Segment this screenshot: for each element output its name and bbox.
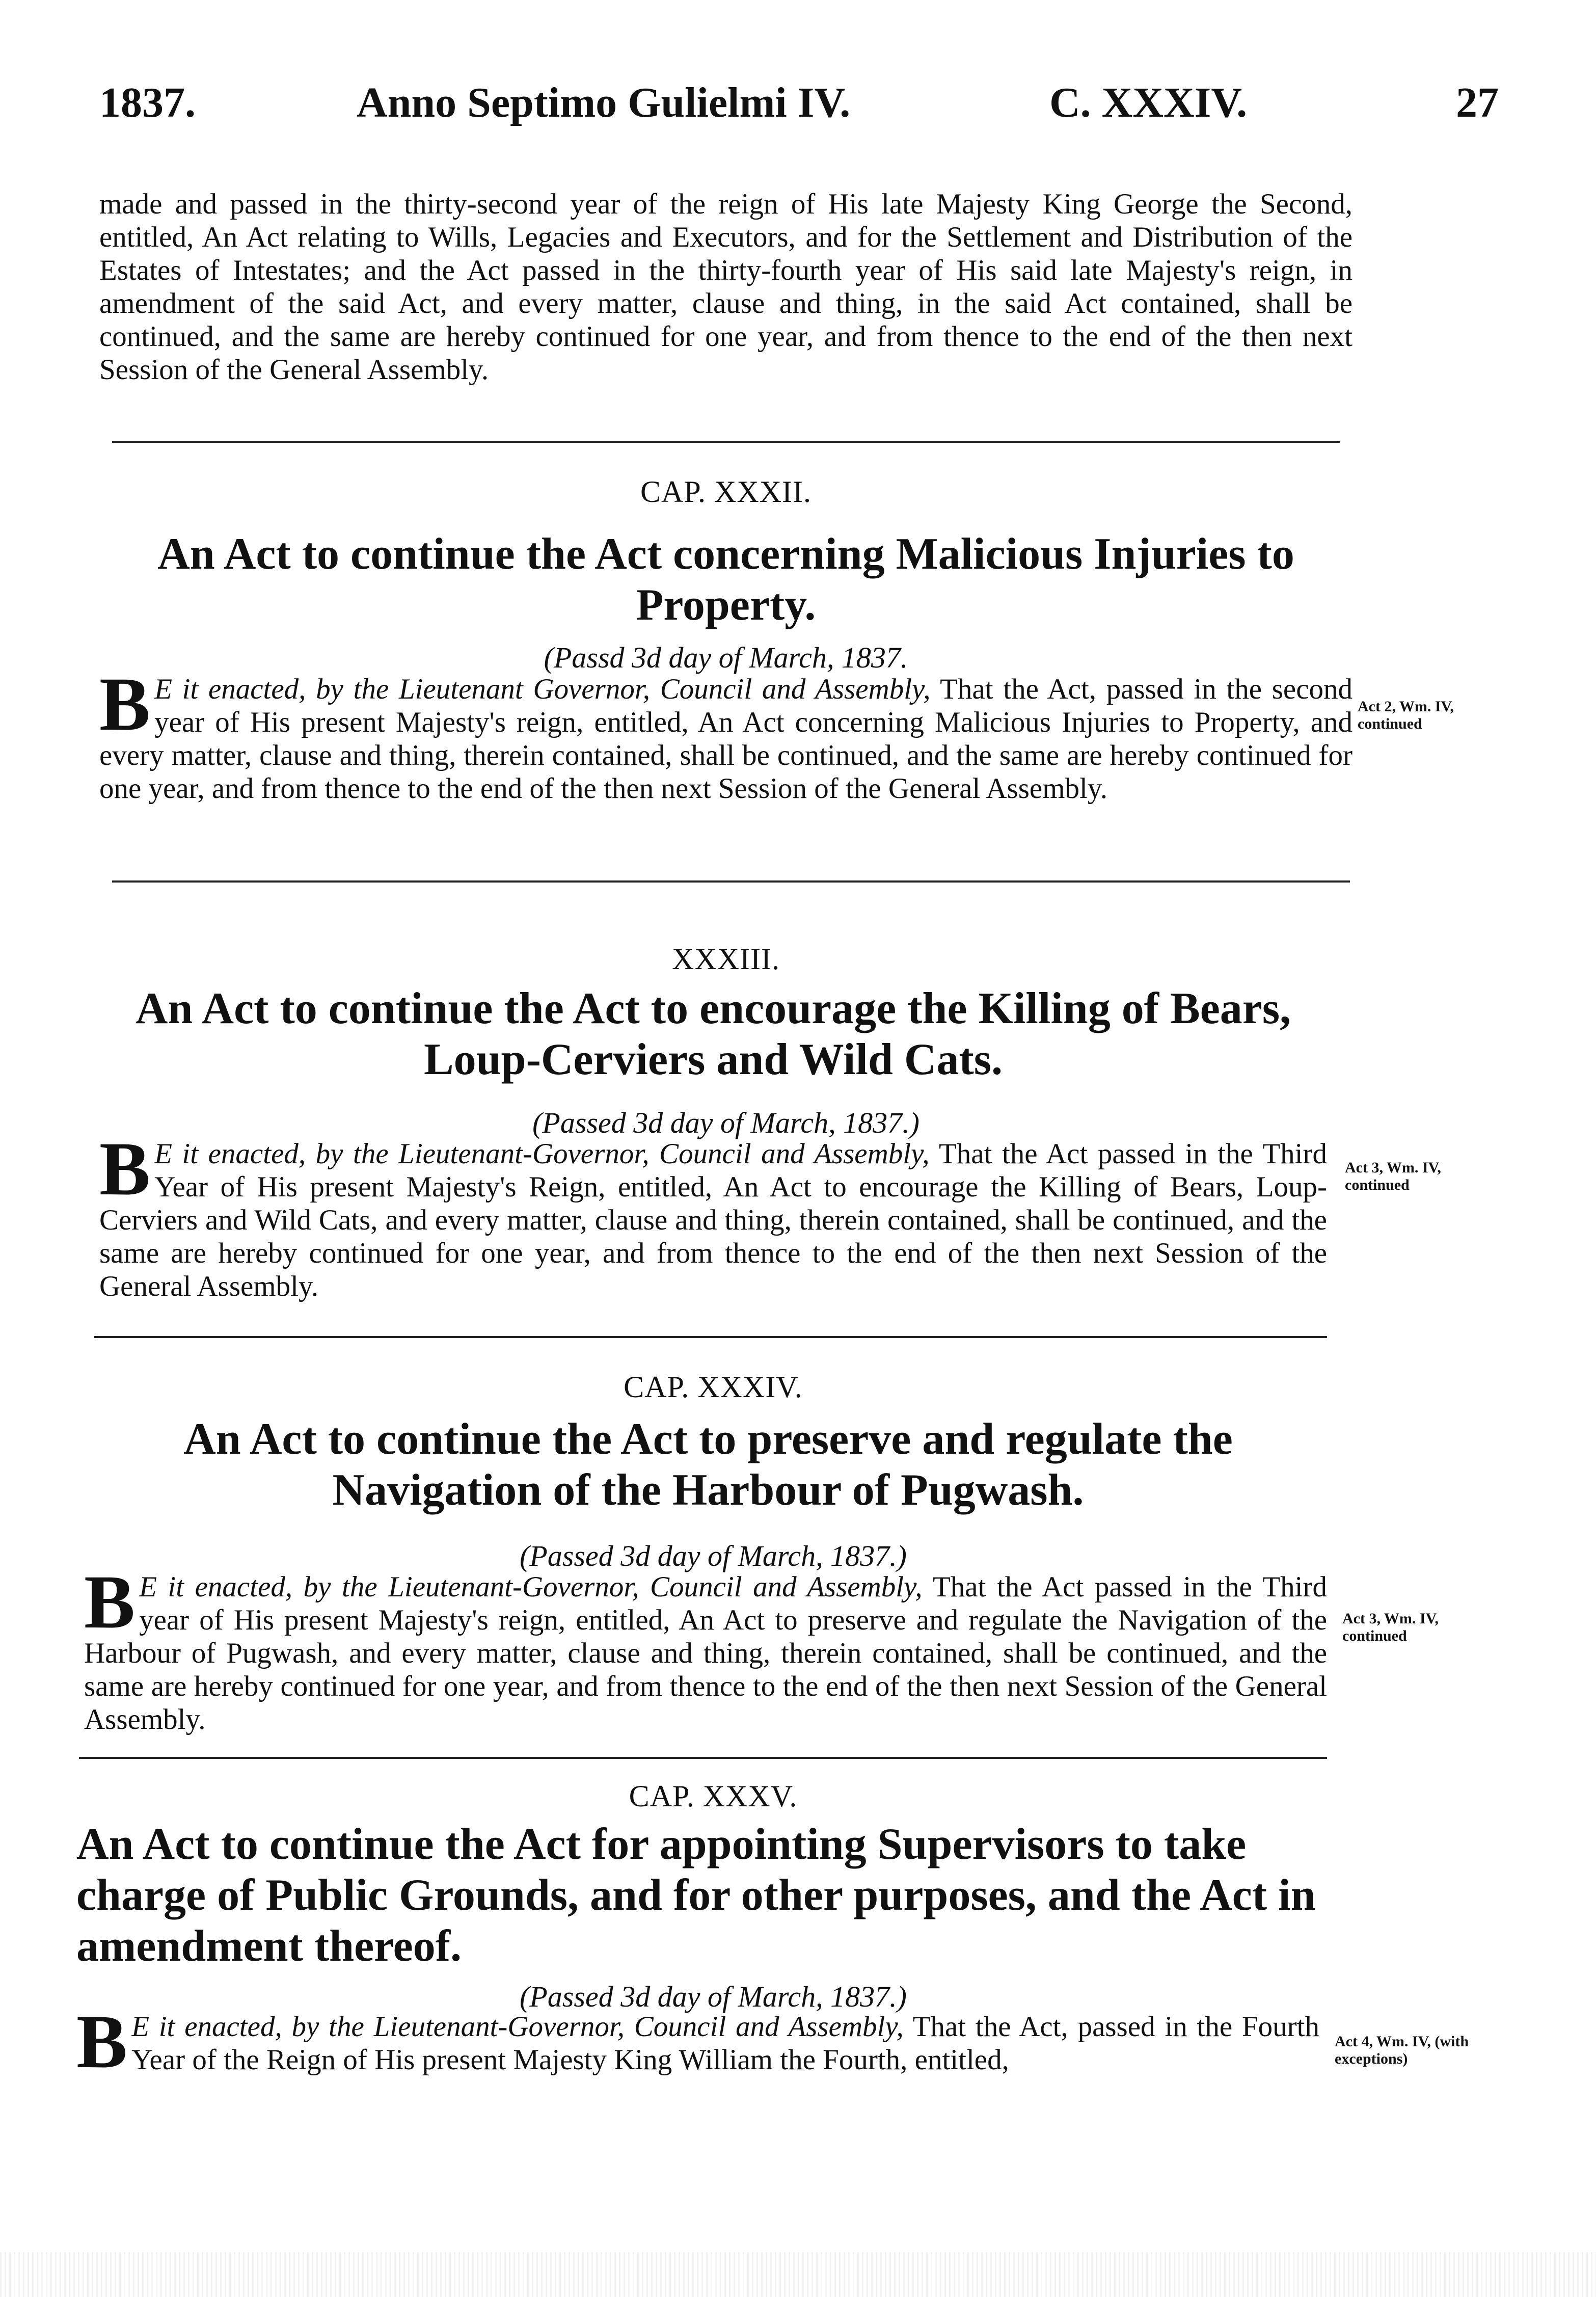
passed-date: (Passd 3d day of March, 1837. xyxy=(544,641,908,674)
act-title: An Act to continue the Act to preserve and regulate the Navigation of the Harbour of Pugwash. xyxy=(183,1414,1233,1515)
page-number: 27 xyxy=(1456,79,1499,126)
passed-date: (Passed 3d day of March, 1837.) xyxy=(520,1980,907,2013)
enactment-paragraph xyxy=(99,662,1352,805)
enactment-paragraph xyxy=(84,1560,1327,1736)
drop-cap: B xyxy=(99,1127,151,1211)
act-title: An Act to continue the Act for appointing Supervisors to take charge of Public Grounds, and for other purposes, and the Act in amendment thereof. xyxy=(76,1820,1316,1971)
header-title: Anno Septimo Gulielmi IV. xyxy=(357,79,851,126)
margin-note: Act 2, Wm. IV, continued xyxy=(1358,698,1454,732)
chapter-number: XXXIII. xyxy=(672,942,780,976)
enacting-clause: E it enacted, by the Lieutenant-Governor, Council and Assembly, xyxy=(131,2011,904,2043)
act-title: An Act to continue the Act to encourage the Killing of Bears, Loup-Cerviers and Wild Cats. xyxy=(135,984,1291,1084)
drop-cap: B xyxy=(84,1560,136,1644)
chapter-number: CAP. XXXV. xyxy=(629,1779,798,1813)
intro-paragraph: made and passed in the thirty-second year of the reign of His late Majesty King George the Second, entitled, An Act relating to Wills, Legacies and Executors, and for the Settlement and Distribution of the Estates of Intestates; and the Act passed in the thirty-fourth year of His said late Majesty's reign, in amendment of the said Act, and every matter, clause and thing, in the said Act contained, shall be continued, and the same are hereby continued for one year, and from thence to the end of the then next Session of the General Assembly. xyxy=(99,188,1352,386)
header-chapter: C. XXXIV. xyxy=(1049,79,1248,126)
margin-note: Act 3, Wm. IV, continued xyxy=(1342,1610,1439,1644)
enacting-clause: E it enacted, by the Lieutenant-Governor, Council and Assembly, xyxy=(139,1571,923,1603)
enactment-text: That the Act, passed in the second year of His present Majesty's reign, entitled, An Act concerning Malicious Injuries to Property, and every matter, clause and thing, therein contained, shall be continued, and the same are hereby continued for one year, and from thence to the end of the then next Session of the General Assembly. xyxy=(99,673,1352,805)
chapter-number: CAP. XXXII. xyxy=(640,475,812,509)
header-year: 1837. xyxy=(99,79,196,126)
enacting-clause: E it enacted, by the Lieutenant Governor, Council and Assembly, xyxy=(154,673,931,705)
section-divider xyxy=(79,1757,1327,1759)
enacting-clause: E it enacted, by the Lieutenant-Governor, Council and Assembly, xyxy=(154,1138,930,1170)
enactment-paragraph xyxy=(76,1999,1320,2084)
enactment-text: That the Act, passed in the Fourth Year of the Reign of His present Majesty King William the Fourth, entitled, xyxy=(131,2011,1320,2076)
section-divider xyxy=(94,1336,1327,1338)
enactment-text: That the Act passed in the Third Year of His present Majesty's Reign, entitled, An Act to encourage the Killing of Bears, Loup-Cerviers and Wild Cats, and every matter, clause and thing, therein contained, shall be continued, and the same are hereby continued for one year, and from thence to the end of the then next Session of the General Assembly. xyxy=(99,1138,1327,1302)
chapter-number: CAP. XXXIV. xyxy=(624,1370,803,1404)
enactment-paragraph xyxy=(99,1127,1327,1303)
margin-note: Act 4, Wm. IV, (with exceptions) xyxy=(1335,2033,1469,2067)
enactment-text: That the Act passed in the Third year of His present Majesty's reign, entitled, An Act to preserve and regulate the Navigation of the Harbour of Pugwash, and every matter, clause and thing, therein contained, shall be continued, and the same are hereby continued for one year, and from thence to the end of the then next Session of the General Assembly. xyxy=(84,1571,1327,1735)
section-divider xyxy=(112,880,1350,883)
drop-cap: B xyxy=(76,1999,128,2084)
section-divider xyxy=(112,441,1340,443)
margin-note: Act 3, Wm. IV, continued xyxy=(1345,1159,1441,1193)
drop-cap: B xyxy=(99,662,151,746)
act-title: An Act to continue the Act concerning Malicious Injuries to Property. xyxy=(157,529,1294,630)
passed-date: (Passed 3d day of March, 1837.) xyxy=(532,1106,919,1139)
passed-date: (Passed 3d day of March, 1837.) xyxy=(520,1539,907,1572)
scan-noise-strip xyxy=(0,2252,1596,2297)
